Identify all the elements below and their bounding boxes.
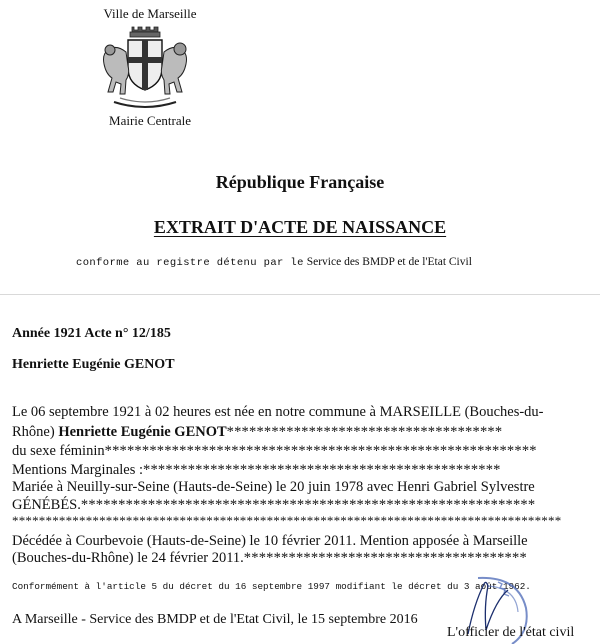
body-line-1: Le 06 septembre 1921 à 02 heures est née en notre commune à MARSEILLE (Bouches-du- [12,404,544,420]
sex-label: du sexe féminin [12,443,105,459]
issued-at-line: A Marseille - Service des BMDP et de l'Etat Civil, le 15 septembre 2016 [12,612,418,627]
conforme-line [76,256,472,269]
acte-reference: Année 1921 Acte n° 12/185 [12,326,171,341]
body-line-3 [12,443,537,460]
conforme-service: Service des BMDP et de l'Etat Civil [306,256,472,268]
document-title [0,217,600,238]
marseille-coat-of-arms-icon [90,24,200,110]
filler-stars: ************************************** [243,550,527,566]
filler-stars: ************************************* [226,424,503,440]
conforme-prefix: conforme au registre détenu par le [76,257,304,269]
body-line-5: Mariée à Neuilly-sur-Seine (Hauts-de-Seine) le 20 juin 1978 avec Henri Gabriel Sylvestre [12,479,535,495]
filler-stars: ************************************************************* [80,497,536,513]
city-name: Ville de Marseille [103,6,197,21]
republic-heading: République Française [215,172,385,192]
spouse-surname: GÉNÉBÉS. [12,497,81,513]
document-title-text: EXTRAIT D'ACTE DE NAISSANCE [153,217,447,237]
person-name: Henriette Eugénie GENOT [12,357,175,372]
body-line-4 [12,462,501,479]
body-line-9 [12,550,527,567]
mentions-label: Mentions Marginales : [12,462,144,478]
page-fold-divider [0,294,600,295]
officer-title: L'officier de l'état civil [447,625,575,640]
body-line-2 [12,424,502,441]
mairie-name: Mairie Centrale [109,113,191,128]
birth-name: Henriette Eugénie GENOT [58,424,227,440]
birth-place-end: Rhône) [12,424,55,440]
legal-reference: Conformément à l'article 5 du décret du 16 septembre 1997 modifiant le décret du 3 août 1962. [12,581,531,592]
filler-stars: ********************************************************** [104,443,537,459]
body-line-8: Décédée à Courbevoie (Hauts-de-Seine) le 10 février 2011. Mention apposée à Marseille [12,533,528,549]
body-line-6 [12,497,535,514]
filler-stars: ************************************************ [143,462,501,478]
death-mention-end: (Bouches-du-Rhône) le 24 février 2011. [12,550,244,566]
body-line-7 [12,513,561,529]
filler-stars: ********************************************************************************** [12,513,562,528]
